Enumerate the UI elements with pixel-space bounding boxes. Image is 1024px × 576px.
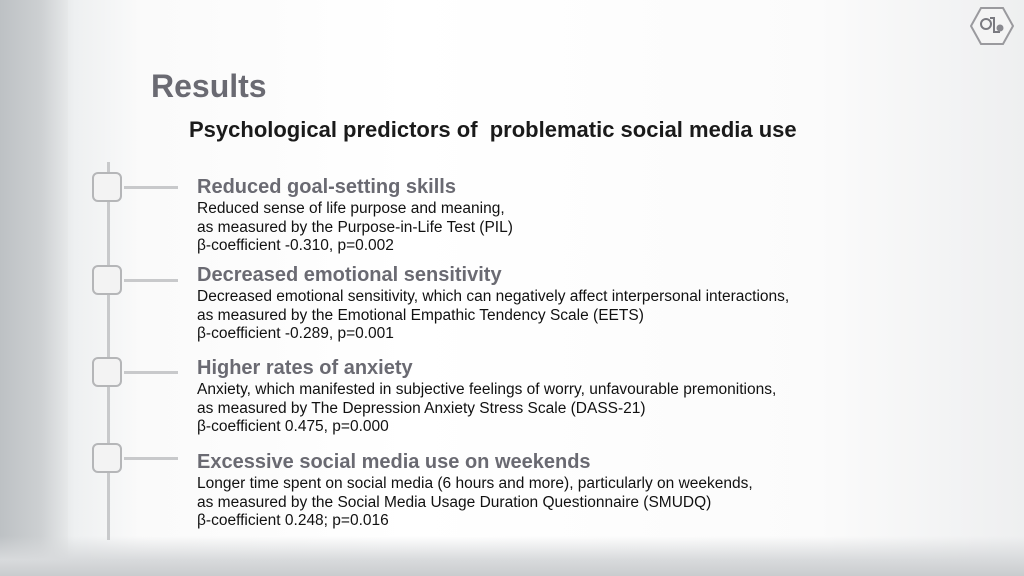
timeline-node-1 (92, 172, 122, 202)
predictor-measure: as measured by The Depression Anxiety Stress Scale (DASS-21) (197, 399, 646, 417)
predictor-statistic: β-coefficient 0.248; p=0.016 (197, 512, 389, 529)
predictor-item-emotional-sensitivity (197, 262, 789, 344)
predictor-item-goal-setting (197, 174, 513, 256)
bottom-decor-band (0, 536, 1024, 576)
predictor-statistic: β-coefficient -0.310, p=0.002 (197, 237, 394, 254)
predictor-item-anxiety (197, 355, 776, 437)
predictor-description: Anxiety, which manifested in subjective feelings of worry, unfavourable premonitions, (197, 381, 777, 398)
predictor-measure: as measured by the Purpose-in-Life Test (PIL) (197, 218, 513, 236)
page-subtitle: Psychological predictors of problematic social media use (189, 117, 797, 142)
timeline-node-4 (92, 443, 122, 473)
timeline-node-2 (92, 265, 122, 295)
predictor-measure: as measured by the Emotional Empathic Tendency Scale (EETS) (197, 306, 644, 324)
predictor-statistic: β-coefficient -0.289, p=0.001 (197, 325, 394, 342)
predictor-description: Decreased emotional sensitivity, which can negatively affect interpersonal interactions, (197, 288, 790, 305)
timeline-node-3 (92, 357, 122, 387)
timeline-connector-2 (124, 279, 178, 282)
page-title: Results (151, 68, 267, 104)
timeline-connector-4 (124, 457, 178, 460)
predictor-heading: Excessive social media use on weekends (197, 451, 591, 473)
predictor-description: Longer time spent on social media (6 hours and more), particularly on weekends, (197, 475, 753, 492)
institution-logo-icon (970, 6, 1014, 46)
predictor-heading: Decreased emotional sensitivity (197, 264, 502, 286)
timeline-connector-3 (124, 371, 178, 374)
predictor-item-weekend-use (197, 449, 753, 531)
predictor-heading: Higher rates of anxiety (197, 357, 413, 379)
timeline-line (107, 162, 110, 540)
predictor-statistic: β-coefficient 0.475, p=0.000 (197, 418, 389, 435)
predictor-description: Reduced sense of life purpose and meaning, (197, 200, 505, 217)
left-decor-strip (0, 0, 68, 576)
predictor-heading: Reduced goal-setting skills (197, 176, 456, 198)
predictor-measure: as measured by the Social Media Usage Duration Questionnaire (SMUDQ) (197, 493, 712, 511)
timeline-connector-1 (124, 186, 178, 189)
